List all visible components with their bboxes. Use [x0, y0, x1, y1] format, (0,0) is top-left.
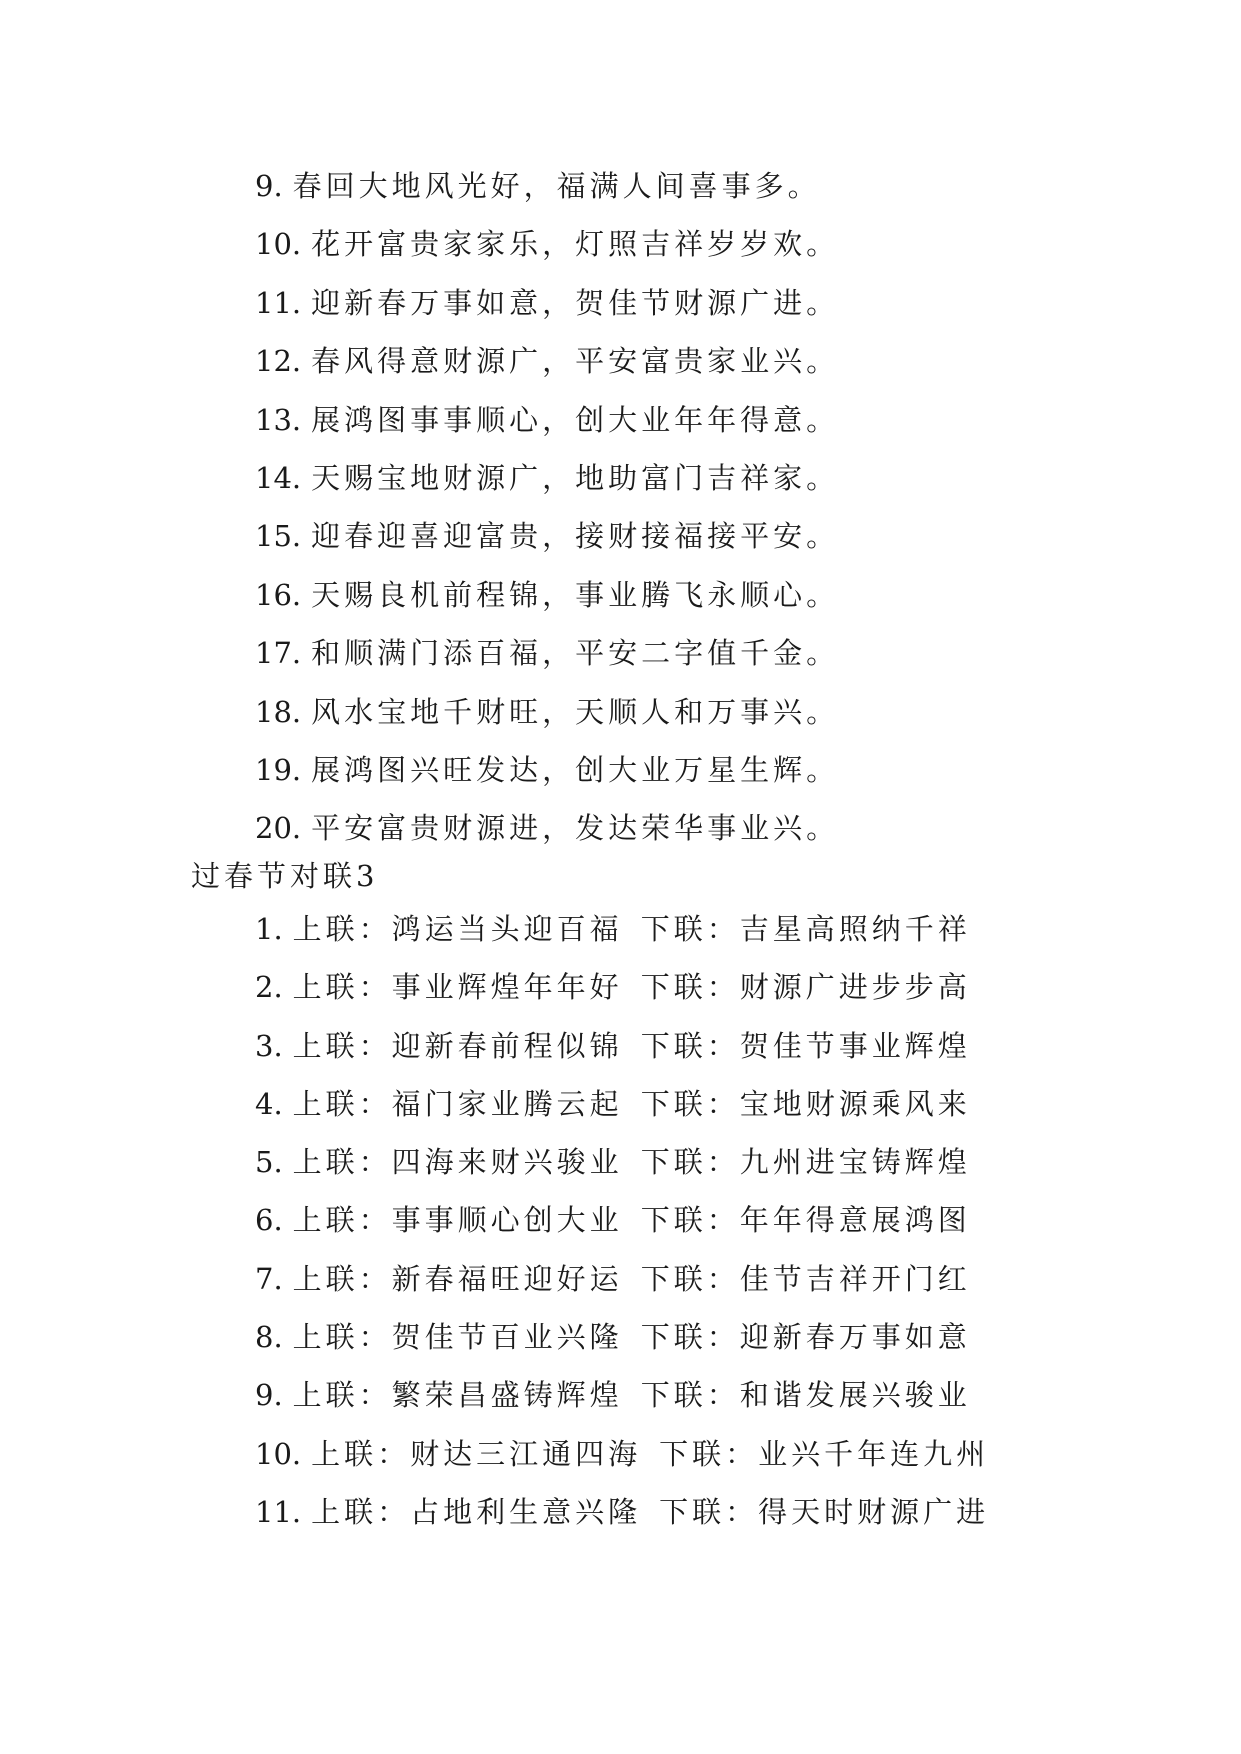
item-text: 花开富贵家家乐，灯照吉祥岁岁欢。 [311, 227, 840, 262]
list-item [0, 1483, 1241, 1541]
list-item [0, 624, 1241, 682]
list-item [0, 1425, 1241, 1483]
list-item [0, 1017, 1241, 1075]
item-number: 6. [255, 1203, 283, 1238]
list-item [0, 449, 1241, 507]
list-item [0, 1250, 1241, 1308]
list-item [0, 741, 1241, 799]
list-item [0, 566, 1241, 624]
list-item [0, 900, 1241, 958]
item-number: 5. [255, 1145, 283, 1180]
list-item [0, 215, 1241, 273]
list-item [0, 799, 1241, 857]
upper-couplet: 上联：新春福旺迎好运 [292, 1261, 623, 1296]
item-text: 春风得意财源广，平安富贵家业兴。 [311, 344, 840, 379]
list-item [0, 507, 1241, 565]
item-text: 展鸿图事事顺心，创大业年年得意。 [311, 402, 840, 437]
item-text: 迎春迎喜迎富贵，接财接福接平安。 [311, 519, 840, 554]
upper-couplet: 上联：事事顺心创大业 [292, 1203, 623, 1238]
upper-couplet: 上联：福门家业腾云起 [292, 1086, 623, 1121]
lower-couplet: 下联：贺佳节事业辉煌 [640, 1028, 971, 1063]
item-number: 12. [255, 344, 302, 379]
upper-couplet: 上联：贺佳节百业兴隆 [292, 1320, 623, 1355]
item-number: 19. [255, 752, 302, 787]
lower-couplet: 下联：年年得意展鸿图 [640, 1203, 971, 1238]
item-number: 13. [255, 402, 302, 437]
item-text: 迎新春万事如意，贺佳节财源广进。 [311, 285, 840, 320]
list-item [0, 1366, 1241, 1424]
item-number: 10. [255, 227, 302, 262]
list-item [0, 1133, 1241, 1191]
item-number: 20. [255, 811, 302, 846]
upper-couplet: 上联：财达三江通四海 [311, 1436, 642, 1471]
item-number: 17. [255, 636, 302, 671]
lower-couplet: 下联：宝地财源乘风来 [640, 1086, 971, 1121]
item-number: 14. [255, 460, 302, 495]
item-text: 天赐宝地财源广，地助富门吉祥家。 [311, 460, 840, 495]
item-text: 展鸿图兴旺发达，创大业万星生辉。 [311, 752, 840, 787]
section-heading: 过春节对联3 [191, 859, 379, 893]
couplet-pair-list [0, 900, 1241, 1541]
lower-couplet: 下联：迎新春万事如意 [640, 1320, 971, 1355]
item-number: 4. [255, 1086, 283, 1121]
lower-couplet: 下联：佳节吉祥开门红 [640, 1261, 971, 1296]
list-item [0, 1075, 1241, 1133]
upper-couplet: 上联：占地利生意兴隆 [311, 1494, 642, 1529]
upper-couplet: 上联：鸿运当头迎百福 [292, 912, 623, 946]
list-item [0, 274, 1241, 332]
list-item [0, 1308, 1241, 1366]
item-text: 春回大地风光好，福满人间喜事多。 [292, 169, 821, 203]
item-number: 11. [255, 1494, 302, 1529]
item-number: 18. [255, 694, 302, 729]
upper-couplet: 上联：迎新春前程似锦 [292, 1028, 623, 1063]
item-number: 2. [255, 970, 283, 1005]
item-text: 风水宝地千财旺，天顺人和万事兴。 [311, 694, 840, 729]
lower-couplet: 下联：和谐发展兴骏业 [640, 1378, 971, 1413]
item-number: 9. [255, 1378, 283, 1413]
lower-couplet: 下联：九州进宝铸辉煌 [640, 1145, 971, 1180]
list-item [0, 1191, 1241, 1249]
upper-couplet: 上联：四海来财兴骏业 [292, 1145, 623, 1180]
upper-couplet: 上联：事业辉煌年年好 [292, 970, 623, 1005]
item-number: 11. [255, 285, 302, 320]
upper-couplet: 上联：繁荣昌盛铸辉煌 [292, 1378, 623, 1413]
item-text: 平安富贵财源进，发达荣华事业兴。 [311, 811, 840, 846]
list-item [0, 332, 1241, 390]
list-item [0, 683, 1241, 741]
lower-couplet: 下联：得天时财源广进 [659, 1494, 990, 1529]
list-item [0, 157, 1241, 215]
list-item [0, 958, 1241, 1016]
item-text: 天赐良机前程锦，事业腾飞永顺心。 [311, 577, 840, 612]
item-number: 8. [255, 1320, 283, 1355]
lower-couplet: 下联：吉星高照纳千祥 [640, 912, 971, 946]
item-text: 和顺满门添百福，平安二字值千金。 [311, 636, 840, 671]
couplet-list-continued [0, 157, 1241, 858]
item-number: 7. [255, 1261, 283, 1296]
item-number: 3. [255, 1028, 283, 1063]
list-item [0, 391, 1241, 449]
item-number: 9. [255, 169, 283, 203]
lower-couplet: 下联：业兴千年连九州 [659, 1436, 990, 1471]
item-number: 15. [255, 519, 302, 554]
item-number: 10. [255, 1436, 302, 1471]
item-number: 1. [255, 912, 283, 946]
lower-couplet: 下联：财源广进步步高 [640, 970, 971, 1005]
item-number: 16. [255, 577, 302, 612]
